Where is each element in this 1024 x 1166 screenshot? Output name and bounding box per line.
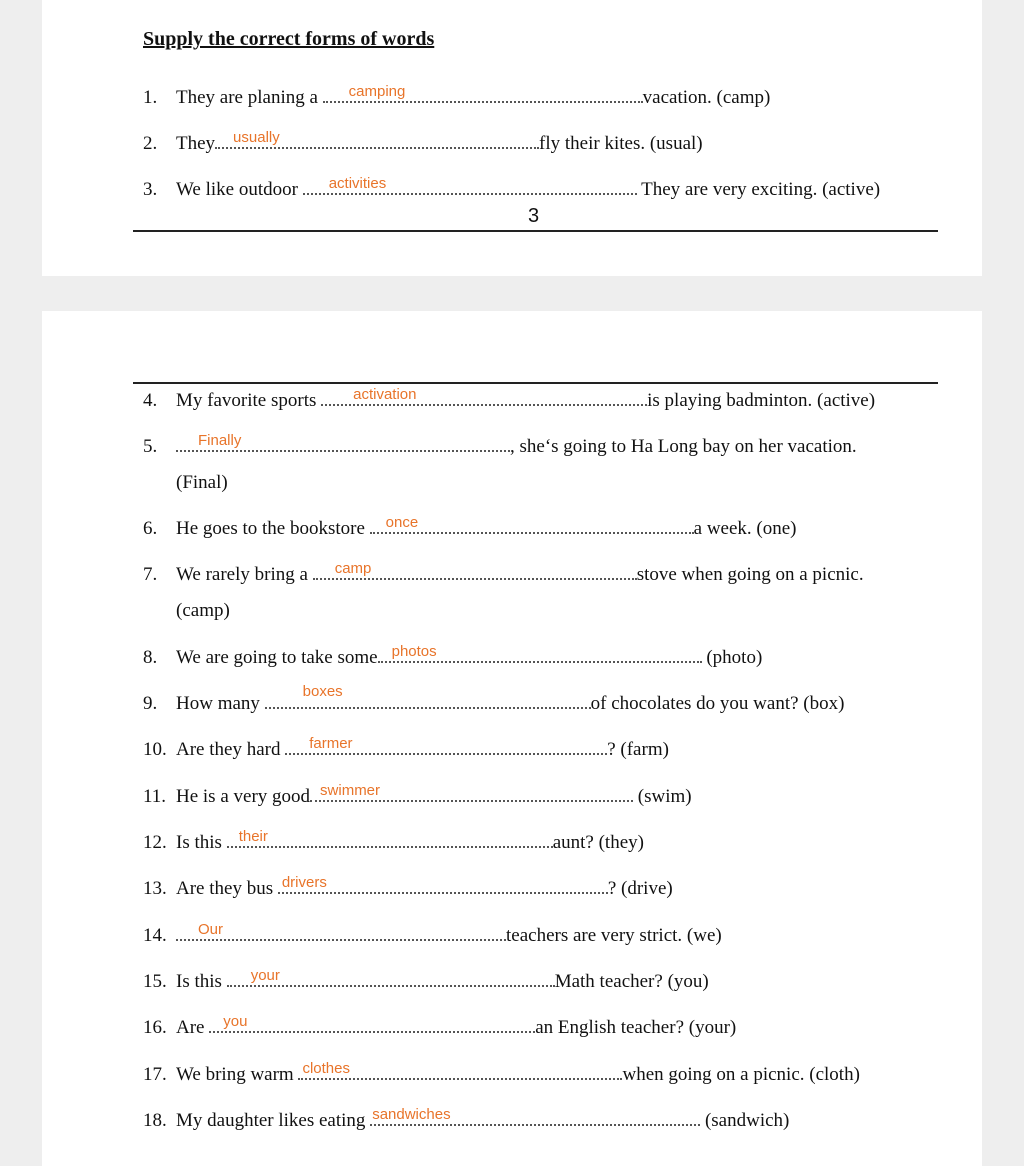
item-text-after: , she‘s going to Ha Long bay on her vacation. xyxy=(510,436,857,457)
handwritten-answer: photos xyxy=(391,643,437,660)
item-text-before: We bring warm xyxy=(176,1064,294,1085)
handwritten-answer: boxes xyxy=(302,683,343,700)
handwritten-answer: you xyxy=(223,1013,248,1030)
item-text-after: stove when going on a picnic. xyxy=(636,564,864,585)
item-text-before: Are they bus xyxy=(176,878,274,899)
handwritten-answer: activation xyxy=(353,386,417,403)
item-text-after: (sandwich) xyxy=(704,1110,790,1131)
item-text-after: aunt? (they) xyxy=(552,832,644,853)
item-text-before: We rarely bring a xyxy=(176,564,308,585)
item-text-after: teachers are very strict. (we) xyxy=(506,925,722,946)
item-text-after: Math teacher? (you) xyxy=(554,971,709,992)
item-number: 5. xyxy=(143,436,158,457)
item-number: 17. xyxy=(143,1064,167,1085)
item-number: 3. xyxy=(143,179,158,200)
handwritten-answer: your xyxy=(250,967,280,984)
answer-blank[interactable] xyxy=(227,828,553,848)
item-number: 18. xyxy=(143,1110,167,1131)
exercise-item-1 xyxy=(143,83,771,110)
item-number: 9. xyxy=(143,693,158,714)
exercise-item-8 xyxy=(143,643,763,670)
exercise-item-4 xyxy=(143,386,876,413)
item-text-after: vacation. (camp) xyxy=(642,87,771,108)
item-number: 14. xyxy=(143,925,167,946)
handwritten-answer: farmer xyxy=(309,735,353,752)
page-header-rule xyxy=(133,382,938,384)
page-number: 3 xyxy=(528,205,540,227)
item-text-before: My daughter likes eating xyxy=(176,1110,366,1131)
item-number: 1. xyxy=(143,87,158,108)
exercise-item-10 xyxy=(143,735,669,762)
handwritten-answer: once xyxy=(385,514,419,531)
item-continuation: (Final) xyxy=(176,472,228,493)
handwritten-answer: usually xyxy=(233,129,280,146)
item-text-after: when going on a picnic. (cloth) xyxy=(622,1064,860,1085)
item-text-after: of chocolates do you want? (box) xyxy=(590,693,845,714)
item-text-after: (swim) xyxy=(637,786,692,807)
answer-blank[interactable] xyxy=(285,735,607,755)
handwritten-answer: camping xyxy=(348,83,406,100)
handwritten-answer: Finally xyxy=(198,432,242,449)
item-number: 12. xyxy=(143,832,167,853)
item-number: 8. xyxy=(143,647,158,668)
item-number: 2. xyxy=(143,133,158,154)
item-text-before: Is this xyxy=(176,832,222,853)
item-text-after: (photo) xyxy=(706,647,763,668)
item-text-after: a week. (one) xyxy=(693,518,797,539)
answer-blank[interactable] xyxy=(298,1060,622,1080)
handwritten-answer: clothes xyxy=(302,1060,350,1077)
item-text-before: He goes to the bookstore xyxy=(176,518,365,539)
item-text-before: Is this xyxy=(176,971,222,992)
exercise-item-2 xyxy=(143,129,703,156)
item-text-after: ? (farm) xyxy=(607,739,669,760)
item-text-before: Are they hard xyxy=(176,739,281,760)
answer-blank[interactable] xyxy=(278,874,608,894)
exercise-item-16 xyxy=(143,1013,737,1040)
exercise-item-17 xyxy=(143,1060,860,1087)
exercise-item-9 xyxy=(143,683,845,716)
answer-blank[interactable] xyxy=(323,83,643,103)
exercise-item-18 xyxy=(143,1106,790,1133)
item-text-before: Are xyxy=(176,1017,205,1038)
item-text-after: They are very exciting. (active) xyxy=(641,179,881,200)
handwritten-answer: swimmer xyxy=(320,782,381,799)
exercise-item-14 xyxy=(143,921,722,948)
item-text-after: ? (drive) xyxy=(607,878,673,899)
item-number: 6. xyxy=(143,518,158,539)
answer-blank[interactable] xyxy=(370,1106,700,1126)
item-text-before: We are going to take some xyxy=(176,647,378,668)
answer-blank[interactable] xyxy=(209,1013,535,1033)
exercise-item-11 xyxy=(143,782,692,809)
handwritten-answer: Our xyxy=(198,921,224,938)
answer-blank[interactable] xyxy=(227,967,555,987)
exercise-item-13 xyxy=(143,874,673,901)
item-text-before: How many xyxy=(176,693,260,714)
answer-blank[interactable] xyxy=(321,386,647,406)
answer-blank[interactable] xyxy=(313,560,637,580)
answer-blank[interactable] xyxy=(265,683,591,709)
item-text-before: They are planing a xyxy=(176,87,318,108)
handwritten-answer: camp xyxy=(334,560,372,577)
exercise-item-7 xyxy=(143,560,864,587)
page-footer-rule xyxy=(133,230,938,232)
item-text-after: is playing badminton. (active) xyxy=(647,390,876,411)
exercise-item-3 xyxy=(143,175,881,202)
answer-blank[interactable] xyxy=(370,514,694,534)
exercise-item-15 xyxy=(143,967,709,994)
handwritten-answer: sandwiches xyxy=(372,1106,451,1123)
item-text-before: He is a very good xyxy=(176,786,311,807)
item-text-after: an English teacher? (your) xyxy=(535,1017,737,1038)
answer-blank[interactable] xyxy=(176,921,506,941)
item-number: 10. xyxy=(143,739,167,760)
item-text-before: We like outdoor xyxy=(176,179,298,200)
handwritten-answer: drivers xyxy=(281,874,327,891)
item-text-before: They xyxy=(176,133,216,154)
item-number: 7. xyxy=(143,564,158,585)
answer-blank[interactable] xyxy=(303,175,637,195)
answer-blank[interactable] xyxy=(378,643,702,663)
handwritten-answer: activities xyxy=(328,175,387,192)
item-text-before: My favorite sports xyxy=(176,390,317,411)
exercise-item-12 xyxy=(143,828,644,855)
worksheet-title: Supply the correct forms of words xyxy=(143,28,435,50)
answer-blank[interactable] xyxy=(310,782,633,802)
item-number: 15. xyxy=(143,971,167,992)
exercise-item-5 xyxy=(143,432,857,459)
answer-blank[interactable] xyxy=(215,129,539,149)
item-text-after: fly their kites. (usual) xyxy=(539,133,703,154)
handwritten-answer: their xyxy=(238,828,268,845)
item-number: 16. xyxy=(143,1017,167,1038)
answer-blank[interactable] xyxy=(176,432,510,452)
item-number: 11. xyxy=(143,786,167,807)
exercise-item-6 xyxy=(143,514,797,541)
item-number: 13. xyxy=(143,878,167,899)
item-continuation: (camp) xyxy=(176,600,230,621)
item-number: 4. xyxy=(143,390,158,411)
